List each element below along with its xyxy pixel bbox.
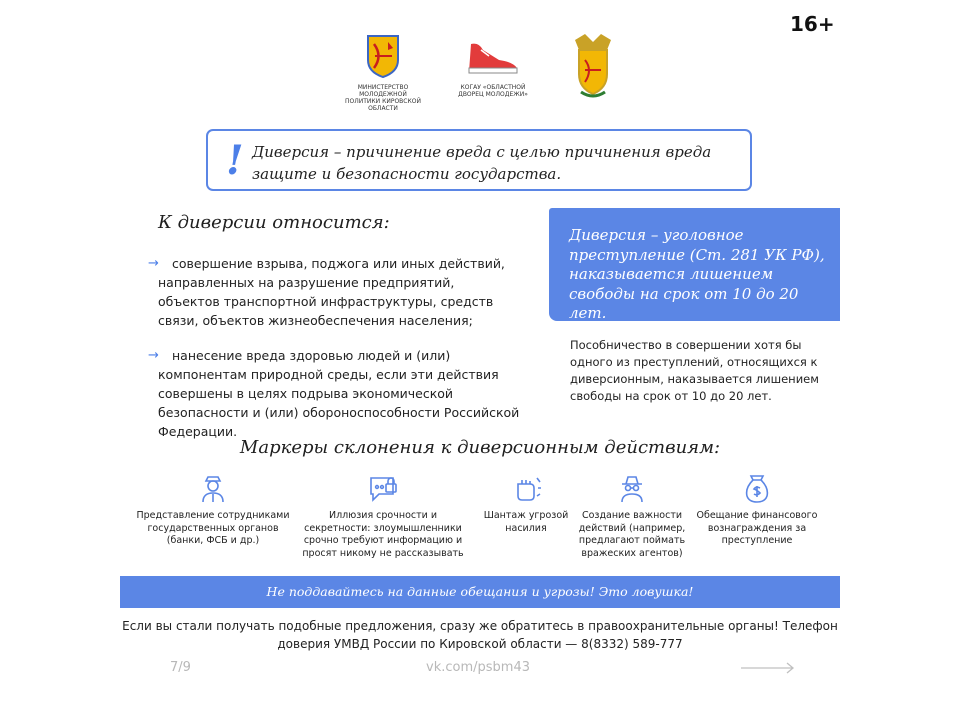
- list-item: [148, 254, 518, 330]
- warning-banner-text: Не поддавайтесь на данные обещания и угрозы! Это ловушка!: [266, 584, 694, 599]
- vk-link[interactable]: vk.com/psbm43: [426, 660, 530, 675]
- definition-callout: [206, 129, 752, 191]
- arrow-bullet-icon: →: [148, 348, 159, 363]
- officer-icon: [136, 472, 290, 504]
- spy-icon: [576, 472, 688, 504]
- section-title: К диверсии относится:: [158, 212, 390, 233]
- age-rating: 16+: [790, 12, 835, 36]
- definition-text: Диверсия – причинение вреда с целью причинения вреда защите и безопасности государства.: [252, 143, 712, 183]
- list-item-text: нанесение вреда здоровью людей и (или) компонентам природной среды, если эти действия совершены в целях подрыва экономической безопасности и (или) обороноспособности Российской Федерации.: [158, 348, 520, 439]
- marker-item: [576, 472, 688, 560]
- marker-label: Представление сотрудниками государственных органов (банки, ФСБ и др.): [136, 510, 290, 546]
- red-sneaker-icon: [465, 40, 521, 76]
- logo-ministry: [345, 34, 421, 112]
- arrow-right-icon[interactable]: [740, 660, 796, 679]
- logo-youth-palace: [455, 40, 531, 98]
- logo-ministry-caption: МИНИСТЕРСТВО МОЛОДЕЖНОЙ ПОЛИТИКИ КИРОВСКОЙ ОБЛАСТИ: [345, 84, 421, 112]
- chat-lock-icon: [298, 472, 468, 504]
- arrow-bullet-icon: →: [148, 256, 159, 271]
- marker-item: [480, 472, 572, 535]
- marker-label: Обещание финансового вознаграждения за преступление: [696, 510, 818, 546]
- exclamation-icon: !: [226, 137, 244, 184]
- penalty-box: [549, 208, 840, 321]
- marker-label: Иллюзия срочности и секретности: злоумышленники срочно требуют информацию и просят никому не рассказывать: [302, 510, 464, 559]
- warning-banner: [120, 576, 840, 608]
- page-number: 7/9: [170, 660, 191, 675]
- police-emblem-icon: [569, 30, 617, 102]
- marker-item: [298, 472, 468, 560]
- kirov-coat-of-arms-icon: [366, 34, 400, 78]
- marker-item: [136, 472, 290, 548]
- marker-label: Шантаж угрозой насилия: [483, 510, 569, 534]
- accomplice-text: Пособничество в совершении хотя бы одного из преступлений, относящихся к диверсионным, наказывается лишением свободы на срок от 10 до 20 лет.: [570, 338, 819, 403]
- penalty-text: Диверсия – уголовное преступление (Ст. 281 УК РФ), наказывается лишением свободы на срок от 10 до 20 лет.: [569, 226, 825, 322]
- money-bag-icon: [694, 472, 820, 504]
- logo-youth-palace-caption: КОГАУ «ОБЛАСТНОЙ ДВОРЕЦ МОЛОДЕЖИ»: [458, 84, 528, 98]
- marker-item: [694, 472, 820, 548]
- markers-title: Маркеры склонения к диверсионным действиям:: [239, 437, 721, 458]
- list-item-text: совершение взрыва, поджога или иных действий, направленных на разрушение предприятий, объектов транспортной инфраструктуры, средств связи, объектов жизнеобеспечения населения;: [158, 256, 505, 328]
- fist-icon: [480, 472, 572, 504]
- list-item: [148, 346, 538, 441]
- marker-label: Создание важности действий (например, предлагают поймать вражеских агентов): [578, 510, 686, 559]
- contact-text: Если вы стали получать подобные предложения, сразу же обратитесь в правоохранительные органы! Телефон доверия УМВД России по Кировской области — 8(8332) 589-777: [122, 619, 838, 651]
